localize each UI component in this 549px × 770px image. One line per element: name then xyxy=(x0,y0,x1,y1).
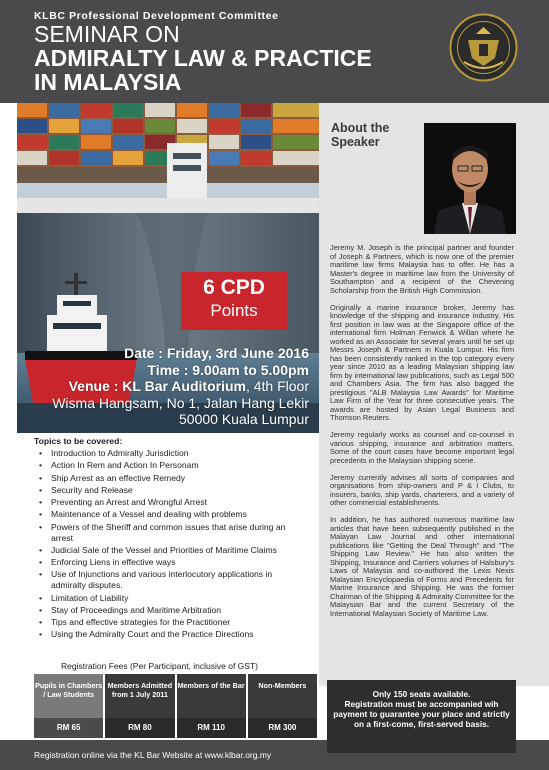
title-line-3: IN MALAYSIA xyxy=(34,69,182,95)
topics-section xyxy=(34,436,309,642)
speaker-portrait xyxy=(424,123,516,234)
venue-label: Venue : xyxy=(68,378,123,394)
organizer-name: KLBC Professional Development Committee xyxy=(34,10,279,22)
fee-category-label: Non-Members xyxy=(248,674,317,718)
venue-address-line-3: 50000 Kuala Lumpur xyxy=(179,411,309,427)
bio-paragraph: Originally a marine insurance broker, Jeremy has knowledge of the shipping and insurance industry. His first position in law was at the Singapore office of the international firm Holman Fenwick & Willan where he worked as an Associate for several years until he set up Messrs Joseph & Partners in Kuala Lumpur. His firm has been consistently ranked in the top category every year since 2010 as a leading Malaysian shipping law firm by international law publications, such as Legal 500 and Chambers Asia. The firm has also bagged the prestigious "ALB Malaysia Law Awards" for Maritime Law Firm of the Year for three consecutive years. The awards are hosted by Asian Legal Business and Thomson Reuters. xyxy=(330,302,514,422)
header-banner xyxy=(0,0,549,103)
title-line-2: ADMIRALTY LAW & PRACTICE xyxy=(34,45,372,71)
topic-item: • Ship Arrest as an effective Remedy xyxy=(34,473,309,484)
date-label: Date : xyxy=(124,345,167,361)
time-label: Time : xyxy=(147,361,193,378)
registration-fees-table xyxy=(34,674,317,738)
cpd-number: 6 CPD xyxy=(203,276,265,299)
fee-price: RM 300 xyxy=(248,718,317,738)
topic-item: • Limitation of Liability xyxy=(34,593,309,604)
venue-address-line-2: Wisma Hangsam, No 1, Jalan Hang Lekir xyxy=(52,394,309,411)
venue-name: KL Bar Auditorium xyxy=(122,378,246,394)
title-line-1: SEMINAR ON xyxy=(34,21,180,47)
bio-paragraph: Jeremy regularly works as counsel and co-counsel in various shipping, insurance and arbitration matters. Some of the court cases have become important legal precedents in the Malaysian shipping scene. xyxy=(330,430,514,465)
cpd-unit: Points xyxy=(210,301,258,320)
event-details xyxy=(52,345,309,428)
topic-item: • Use of Injunctions and various interlocutory applications in admiralty disputes. xyxy=(34,569,309,591)
topic-item: • Tips and effective strategies for the Practitioner xyxy=(34,617,309,628)
cpd-points-badge xyxy=(181,272,287,330)
fee-price: RM 65 xyxy=(34,718,103,738)
event-time: 9.00am to 5.00pm xyxy=(192,361,309,378)
notice-line-2: Registration must be accompanied wih payment to guarantee your place and strictly on a first-come, first-served basis. xyxy=(333,699,510,729)
fee-category-label: Members Admitted from 1 July 2011 xyxy=(105,674,174,718)
fee-price: RM 80 xyxy=(105,718,174,738)
venue-floor: , 4th Floor xyxy=(245,378,309,394)
fee-members-2011 xyxy=(105,674,174,738)
seats-notice xyxy=(327,680,516,753)
topic-item: • Enforcing Liens in effective ways xyxy=(34,557,309,568)
fee-category-label: Members of the Bar xyxy=(177,674,246,718)
fee-pupils-students xyxy=(34,674,103,738)
fee-price: RM 110 xyxy=(177,718,246,738)
bio-paragraph: Jeremy currently advises all sorts of companies and organisations from ship-owners and P & I Clubs, to insurers, banks, ship yards, charterers, and a variety of other commercial establishments. xyxy=(330,472,514,507)
about-speaker-heading xyxy=(331,121,389,149)
about-heading-line-2: Speaker xyxy=(331,135,380,149)
topic-item: • Action In Rem and Action In Personam xyxy=(34,460,309,471)
notice-line-1: Only 150 seats available. xyxy=(372,689,471,699)
event-date: Friday, 3rd June 2016 xyxy=(166,345,309,361)
topics-heading: Topics to be covered: xyxy=(34,436,123,446)
topic-item: • Introduction to Admiralty Jurisdiction xyxy=(34,448,309,459)
event-date-line xyxy=(52,345,309,362)
event-venue-line xyxy=(52,378,309,395)
fee-members-of-bar xyxy=(177,674,246,738)
topic-item: • Stay of Proceedings and Maritime Arbitration xyxy=(34,605,309,616)
bio-paragraph: In addition, he has authored numerous maritime law articles that have been subsequently published in the Malayan Law Journal and other international publications like "Getting the Deal Through" and "The Shipping Law Review." He has also written the Shipping, Insurance and Carriers volumes of Halsbury's Laws of Malaysia and co-authored the Lexis Nexis Malaysian Encyclopaedia of Forms and Precedents for Marine Insurance and Shipping. He was the former Chairman of the Shipping & Admiralty Committee for the Malaysian Bar and the current Secretary of the International Malaysian Society of Maritime Law. xyxy=(330,515,514,618)
about-heading-line-1: About the xyxy=(331,121,390,135)
fee-category-label: Pupils in Chambers / Law Students xyxy=(34,674,103,718)
kl-bar-crest-logo xyxy=(446,10,521,85)
registration-url-text[interactable]: Registration online via the KL Bar Website at www.klbar.org.my xyxy=(34,750,272,760)
registration-fees-heading: Registration Fees (Per Participant, inclusive of GST) xyxy=(61,661,258,671)
topic-item: • Security and Release xyxy=(34,485,309,496)
topic-item: • Preventing an Arrest and Wrongful Arrest xyxy=(34,497,309,508)
topic-item: • Judicial Sale of the Vessel and Priorities of Maritime Claims xyxy=(34,545,309,556)
topic-item: • Using the Admiralty Court and the Practice Directions xyxy=(34,629,309,640)
fee-non-members xyxy=(248,674,317,738)
bio-paragraph: Jeremy M. Joseph is the principal partner and founder of Joseph & Partners, which is now one of the premier maritime law firms Malaysia has to offer. He has a Master's degree in maritime law from the University of Southampton and a recipient of the Chevening Scholarship from the British High Commission. xyxy=(330,243,514,295)
speaker-biography xyxy=(330,244,514,627)
topic-item: • Maintenance of a Vessel and dealing with problems xyxy=(34,509,309,520)
topic-item: • Powers of the Sheriff and common issues that arise during an arrest xyxy=(34,522,309,544)
topics-list xyxy=(34,448,309,640)
event-time-line xyxy=(52,362,309,379)
